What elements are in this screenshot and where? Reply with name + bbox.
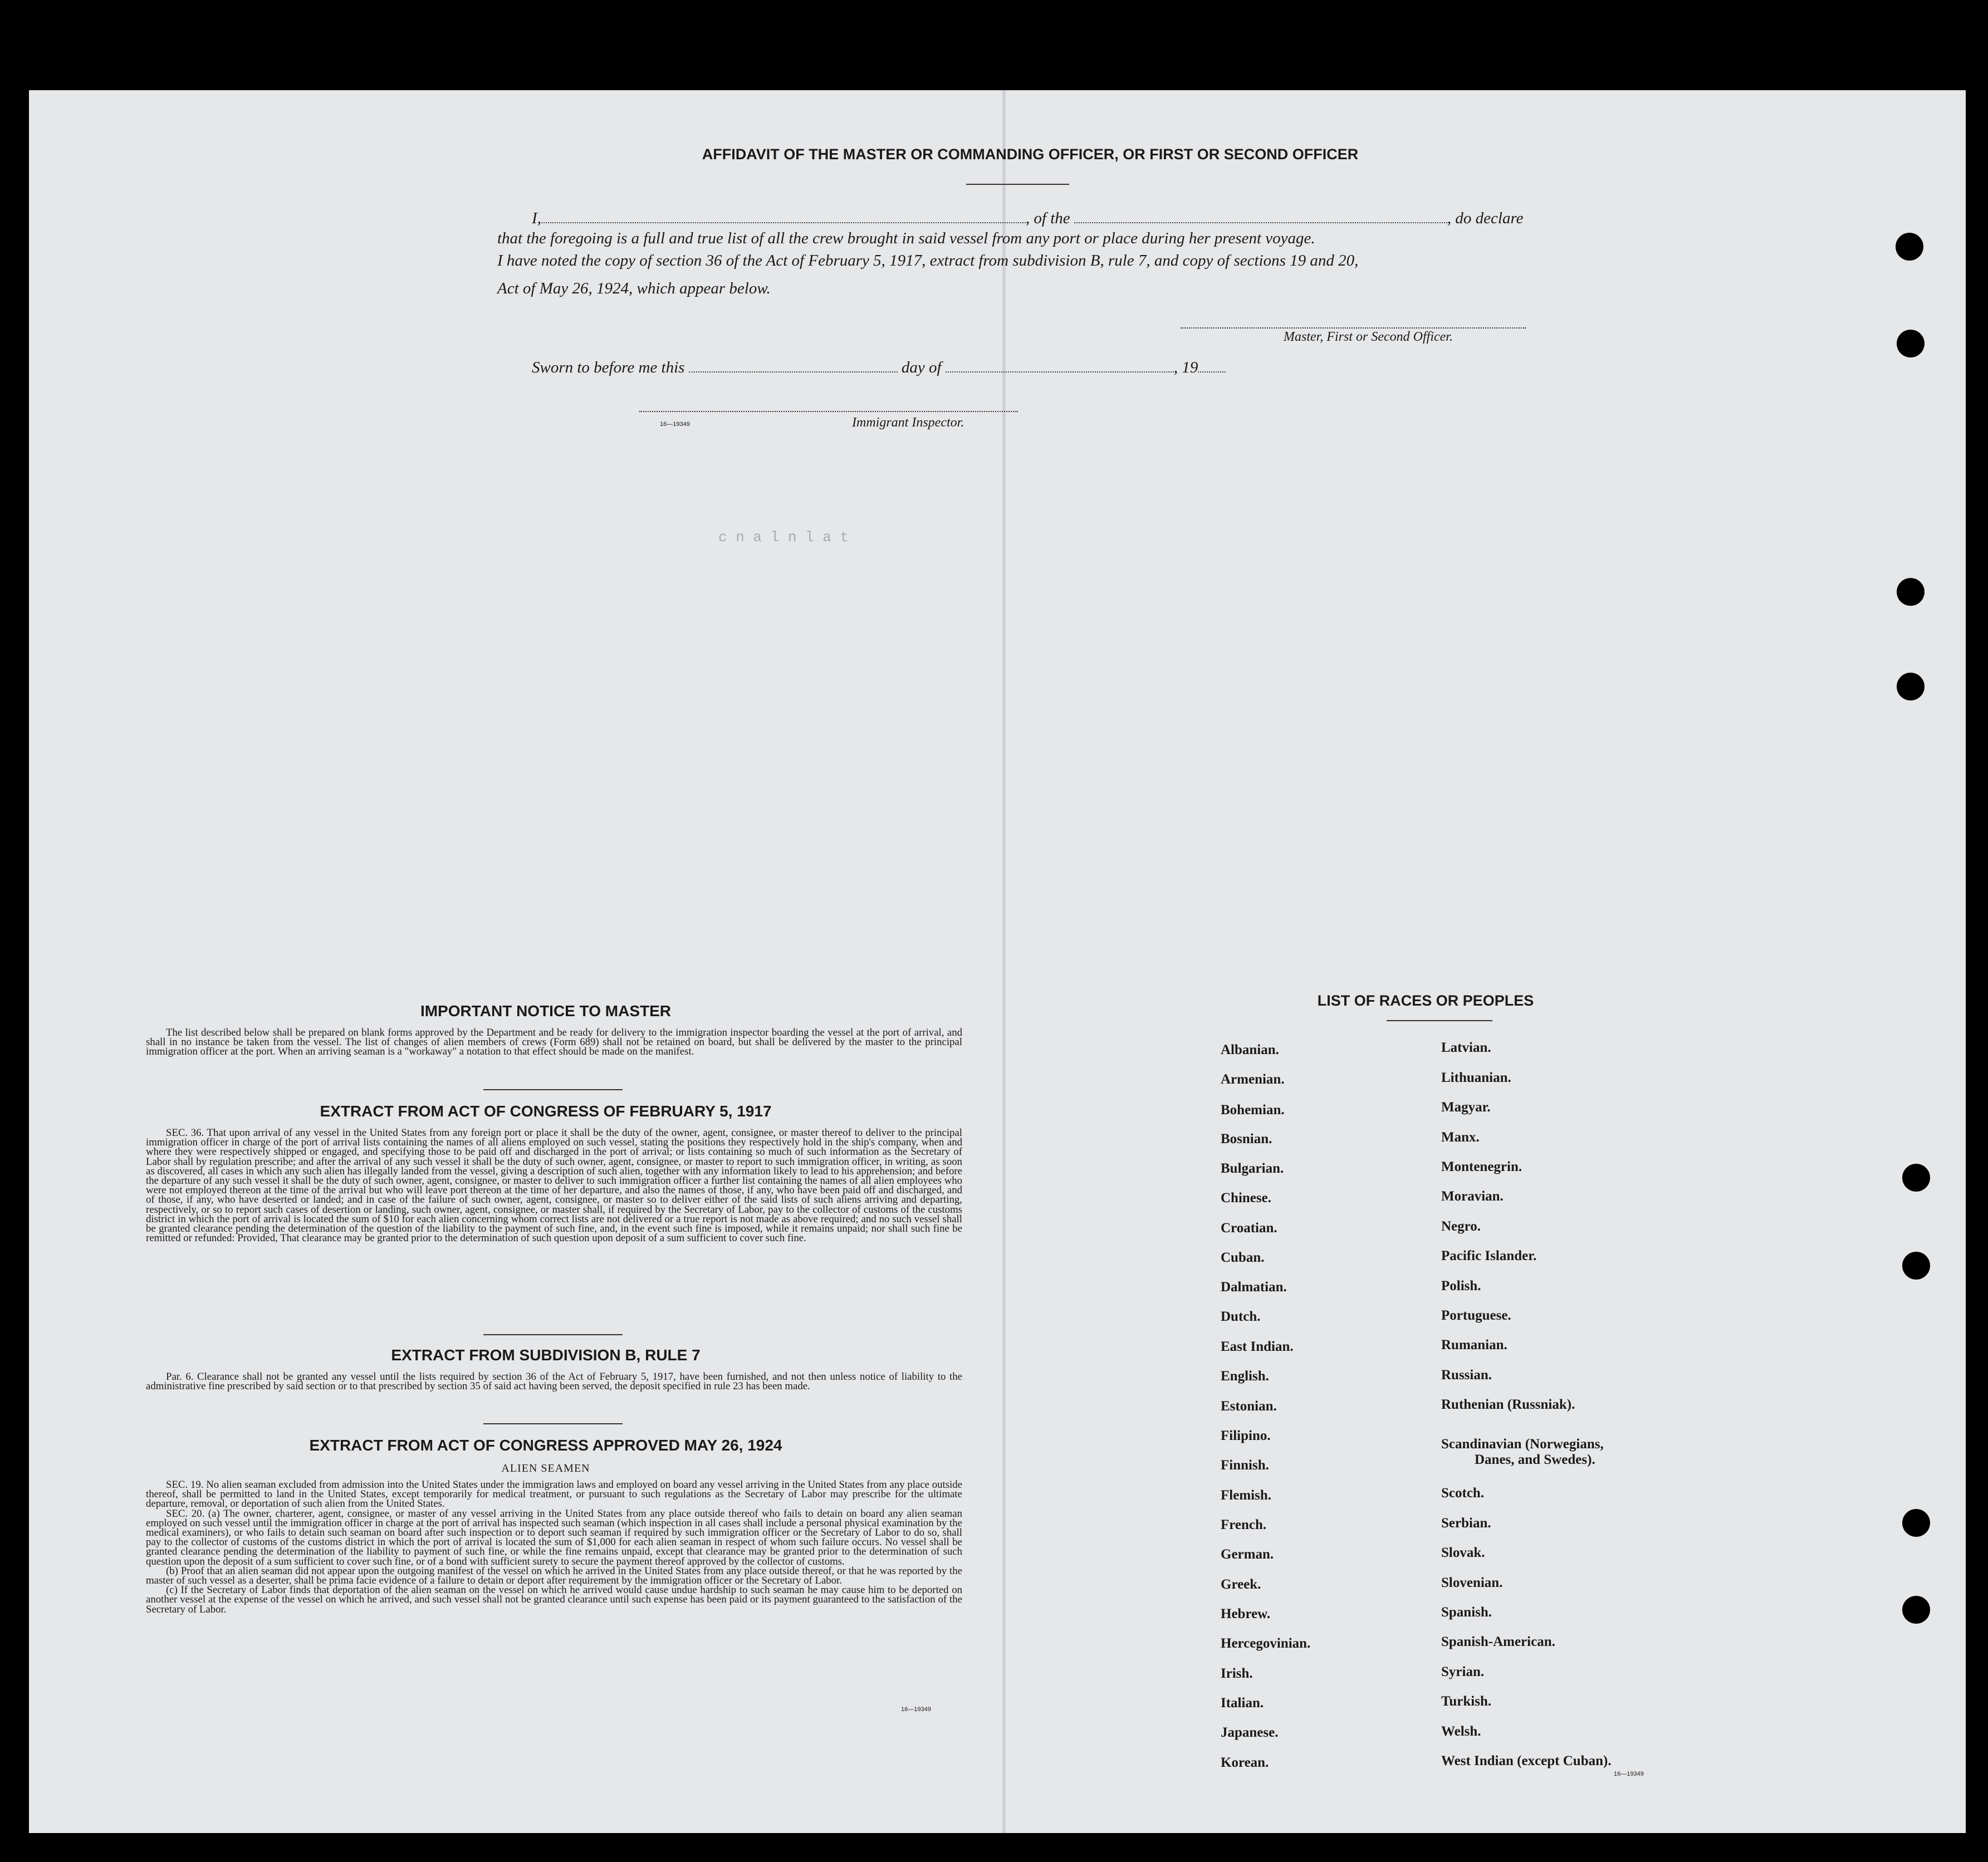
notice-rule bbox=[483, 1089, 623, 1090]
race-list-item: Croatian. bbox=[1221, 1221, 1277, 1236]
race-list-item: German. bbox=[1221, 1547, 1274, 1562]
extract-rule7-title: EXTRACT FROM SUBDIVISION B, RULE 7 bbox=[391, 1346, 701, 1364]
notice-text bbox=[146, 1028, 962, 1057]
race-list-item: Latvian. bbox=[1441, 1040, 1491, 1055]
race-list-item: East Indian. bbox=[1221, 1339, 1294, 1354]
race-list-item: Bosnian. bbox=[1221, 1131, 1272, 1146]
title-rule bbox=[966, 184, 1069, 185]
inspector-label: Immigrant Inspector. bbox=[852, 415, 964, 430]
section-36-paragraph: SEC. 36. That upon arrival of any vessel in the United States from any foreign port or place it shall be the duty of the owner, agent, consignee, or master thereof to deliver to the principal immigration officer in charge of the port of arrival lists containing the names of all aliens employed on such vessel, stating the positions they respectively hold in the ship's company, when and where they were respectively shipped or engaged, and specifying those to be paid off and discharged in the port of arrival; or lists containing so much of such information as the Secretary of Labor shall by regulation prescribe; and after the arrival of any such vessel it shall be the duty of such owner, agent, consignee, or master to report to such immigration officer, in writing, as soon as discovered, all cases in which any such alien has illegally landed from the vessel, giving a description of such alien, together with any information likely to lead to his apprehension; and before the departure of any such vessel it shall be the duty of such owner, agent, consignee, or master to deliver to such immigration officer a further list containing the names of all alien employees who were not employed thereon at the time of the arrival but who will leave port thereon at the time of her departure, and also the names of those, if any, who have been paid off and discharged, and of those, if any, who have deserted or landed; and in case of the failure of such owner, agent, consignee, or master so to deliver either of the said lists of such aliens arriving and departing, respectively, or so to report such cases of desertion or landing, such owner, agent, consignee, or master shall, if required by the Secretary of Labor, pay to the collector of customs of the customs district in which the port of arrival is located the sum of $10 for each alien concerning whom correct lists are not delivered or a true report is not made as above required; and no such vessel shall be granted clearance pending the determination of the question of the liability to the payment of such fine, and, in the event such fine is imposed, while it remains unpaid; nor shall such fine be remitted or refunded: Provided, That clearance may be granted prior to the determination of such question upon deposit of a sum sufficient to cover such fine. bbox=[146, 1127, 962, 1244]
race-list-item: Moravian. bbox=[1441, 1189, 1504, 1204]
race-list-item: English. bbox=[1221, 1369, 1269, 1384]
race-list-item: Bulgarian. bbox=[1221, 1161, 1284, 1176]
race-list-item: Spanish. bbox=[1441, 1605, 1492, 1620]
race-list-item: Pacific Islander. bbox=[1441, 1248, 1537, 1263]
notice-paragraph: The list described below shall be prepared on blank forms approved by the Department and be ready for delivery to the immigration inspector boarding the vessel at the port of arrival, and shall in no instance be taken from the vessel. The list of changes of alien members of crews (Form 689) shall not be retained on board, but shall be delivered by the master to the principal immigration officer at the port. When an arriving seaman is a "workaway" a notation to that effect should be made on the manifest. bbox=[146, 1027, 962, 1058]
race-list-item: Scandinavian (Norwegians, bbox=[1441, 1437, 1604, 1452]
race-list-item: Turkish. bbox=[1441, 1694, 1492, 1709]
sworn-day-field[interactable] bbox=[689, 360, 898, 373]
page-fold bbox=[1002, 90, 1006, 1833]
extract-1924-text bbox=[146, 1480, 962, 1614]
punch-hole bbox=[1897, 578, 1925, 606]
race-list-item: Serbian. bbox=[1441, 1516, 1491, 1531]
extract-1917-rule bbox=[483, 1334, 623, 1335]
sworn-line bbox=[532, 359, 1226, 377]
sworn-month-field[interactable] bbox=[946, 360, 1174, 373]
race-list-item: Slovak. bbox=[1441, 1545, 1485, 1560]
section-19-paragraph: SEC. 19. No alien seaman excluded from admission into the United States under the immigration laws and employed on board any vessel arriving in the United States from any place outside thereof, shall be permitted to land in the United States, except temporarily for medical treatment, or pursuant to such regulations as the Secretary of Labor may prescribe for the ultimate departure, removal, or deportation of such alien from the United States. bbox=[146, 1479, 962, 1510]
race-list-item: Korean. bbox=[1221, 1755, 1269, 1770]
master-signature-line[interactable] bbox=[1181, 327, 1526, 329]
rule7-paragraph: Par. 6. Clearance shall not be granted any vessel until the lists required by section 36 of the Act of February 5, 1917, have been furnished, and not then unless notice of liability to the administrative fine prescribed by said section or to that prescribed by section 35 of said act having been served, the deposit specified in rule 23 has been made. bbox=[146, 1371, 962, 1393]
race-list-item: Cuban. bbox=[1221, 1250, 1265, 1265]
race-list-item: Polish. bbox=[1441, 1278, 1481, 1293]
affidavit-line-2: that the foregoing is a full and true list of all the crew brought in said vessel from any port or place during her present voyage. bbox=[497, 229, 1315, 247]
race-list-item: Slovenian. bbox=[1441, 1575, 1503, 1590]
race-list-item: Irish. bbox=[1221, 1666, 1253, 1681]
extract-1924-title: EXTRACT FROM ACT OF CONGRESS APPROVED MAY 26, 1924 bbox=[309, 1437, 782, 1454]
race-list-item: Montenegrin. bbox=[1441, 1159, 1522, 1174]
affidavit-title: AFFIDAVIT OF THE MASTER OR COMMANDING OFFICER, OR FIRST OR SECOND OFFICER bbox=[702, 146, 1359, 163]
sworn-prefix: Sworn to before me this bbox=[532, 359, 685, 376]
section-20b-paragraph: (b) Proof that an alien seaman did not appear upon the outgoing manifest of the vessel on which he arrived in the United States from any place outside thereof, or that he was reported by the master of such vessel as a deserter, shall be prima facie evidence of a failure to detain or deport after requirement by the immigration officer or the Secretary of Labor. bbox=[146, 1565, 962, 1587]
race-list-item: Hebrew. bbox=[1221, 1606, 1271, 1621]
race-list-item: Rumanian. bbox=[1441, 1337, 1507, 1353]
alien-seamen-subtitle: ALIEN SEAMEN bbox=[501, 1462, 590, 1474]
race-list-item: Scotch. bbox=[1441, 1486, 1485, 1501]
race-list-item: Syrian. bbox=[1441, 1664, 1485, 1679]
declarant-name-field[interactable] bbox=[541, 211, 1026, 223]
section-20a-paragraph: SEC. 20. (a) The owner, charterer, agent, consignee, or master of any vessel arriving in the United States from any place outside thereof who fails to detain on board any alien seaman employed on such vessel until the immigration officer in charge at the port of arrival has inspected such seaman (which inspection in all cases shall include a personal physical examination by the medical examiners), or who fails to detain such seaman on board after such inspection or to deport such seaman if required by such immigration officer or the Secretary of Labor to do so, shall pay to the collector of customs of the customs district in which the port of arrival is located the sum of $1,000 for each alien seaman in respect of whom such failure occurs. No vessel shall be granted clearance pending the determination of the liability to payment of such fine, or while the fine remains unpaid, except that clearance may be granted prior to the determination of such question upon the deposit of a sum sufficient to cover such fine, or of a bond with sufficient surety to secure the payment thereof approved by the collector of customs. bbox=[146, 1507, 962, 1567]
punch-hole bbox=[1902, 1252, 1930, 1280]
race-list-item: French. bbox=[1221, 1517, 1267, 1532]
race-list-item: Finnish. bbox=[1221, 1458, 1269, 1473]
affidavit-line-4: Act of May 26, 1924, which appear below. bbox=[497, 280, 771, 297]
race-list-item: Japanese. bbox=[1221, 1725, 1279, 1740]
punch-hole bbox=[1897, 330, 1925, 357]
affidavit-form-number: 16—19349 bbox=[660, 421, 690, 428]
race-list-item: Manx. bbox=[1441, 1130, 1480, 1145]
notice-title: IMPORTANT NOTICE TO MASTER bbox=[420, 1002, 672, 1020]
race-list-item: Chinese. bbox=[1221, 1190, 1271, 1206]
declare-text: , do declare bbox=[1447, 209, 1524, 227]
race-list-item: Bohemian. bbox=[1221, 1102, 1285, 1118]
race-list-item: Armenian. bbox=[1221, 1072, 1285, 1087]
race-list-item: Spanish-American. bbox=[1441, 1634, 1555, 1649]
race-list-item: West Indian (except Cuban). bbox=[1441, 1753, 1612, 1768]
inspector-signature-line[interactable] bbox=[639, 411, 1018, 412]
sworn-year: , 19 bbox=[1173, 359, 1198, 376]
race-list-item: Ruthenian (Russniak). bbox=[1441, 1397, 1575, 1412]
extract-rule7-rule bbox=[483, 1423, 623, 1424]
affidavit-line-1 bbox=[532, 209, 1545, 228]
punch-hole bbox=[1897, 673, 1925, 700]
race-list-item: Dutch. bbox=[1221, 1309, 1261, 1324]
punch-hole bbox=[1902, 1164, 1930, 1192]
race-list-item: Hercegovinian. bbox=[1221, 1636, 1311, 1651]
declarant-prefix: I, bbox=[532, 209, 541, 227]
race-list-item: Danes, and Swedes). bbox=[1475, 1452, 1595, 1467]
section-20c-paragraph: (c) If the Secretary of Labor finds that deportation of the alien seaman on the vessel on which he arrived would cause undue hardship to such seaman he may cause him to be deported on another vessel at the expense of the vessel on which he arrived, and such vessel shall not be granted clearance until such expense has been paid or its payment guaranteed to the satisfaction of the Secretary of Labor. bbox=[146, 1584, 962, 1615]
punch-hole bbox=[1896, 233, 1923, 261]
race-list-item: Estonian. bbox=[1221, 1399, 1277, 1414]
race-list-item: Flemish. bbox=[1221, 1488, 1271, 1503]
race-list-item: Magyar. bbox=[1441, 1100, 1491, 1115]
races-form-number: 16—19349 bbox=[1614, 1771, 1644, 1777]
race-list-item: Russian. bbox=[1441, 1368, 1492, 1383]
extract-rule7-text bbox=[146, 1372, 962, 1391]
punch-hole bbox=[1902, 1509, 1930, 1537]
extract-1917-text bbox=[146, 1128, 962, 1243]
race-list-item: Italian. bbox=[1221, 1696, 1264, 1711]
of-the-text: , of the bbox=[1025, 209, 1070, 227]
master-signature-label: Master, First or Second Officer. bbox=[1284, 330, 1453, 344]
extract-1917-title: EXTRACT FROM ACT OF CONGRESS OF FEBRUARY 5, 1917 bbox=[320, 1102, 772, 1120]
affidavit-line-3: I have noted the copy of section 36 of the Act of February 5, 1917, extract from subdivision B, rule 7, and copy of sections 19 and 20, bbox=[497, 252, 1359, 270]
sworn-year-field[interactable] bbox=[1198, 360, 1226, 373]
race-list-item: Dalmatian. bbox=[1221, 1280, 1287, 1295]
race-list-item: Negro. bbox=[1441, 1219, 1481, 1234]
race-list-item: Lithuanian. bbox=[1441, 1070, 1511, 1085]
punch-hole bbox=[1902, 1596, 1930, 1624]
race-list-item: Albanian. bbox=[1221, 1042, 1279, 1057]
vessel-name-field[interactable] bbox=[1074, 211, 1447, 223]
race-list-item: Welsh. bbox=[1441, 1724, 1481, 1739]
race-list-item: Filipino. bbox=[1221, 1428, 1271, 1443]
extract-form-number: 16—19349 bbox=[901, 1706, 931, 1713]
race-list-item: Portuguese. bbox=[1441, 1308, 1511, 1323]
sworn-day-of: day of bbox=[901, 359, 942, 376]
bleed-through-text: c n a l n l a t bbox=[718, 529, 849, 546]
race-list-item: Greek. bbox=[1221, 1577, 1261, 1592]
races-title: LIST OF RACES OR PEOPLES bbox=[1317, 992, 1534, 1009]
races-title-rule bbox=[1387, 1020, 1492, 1021]
